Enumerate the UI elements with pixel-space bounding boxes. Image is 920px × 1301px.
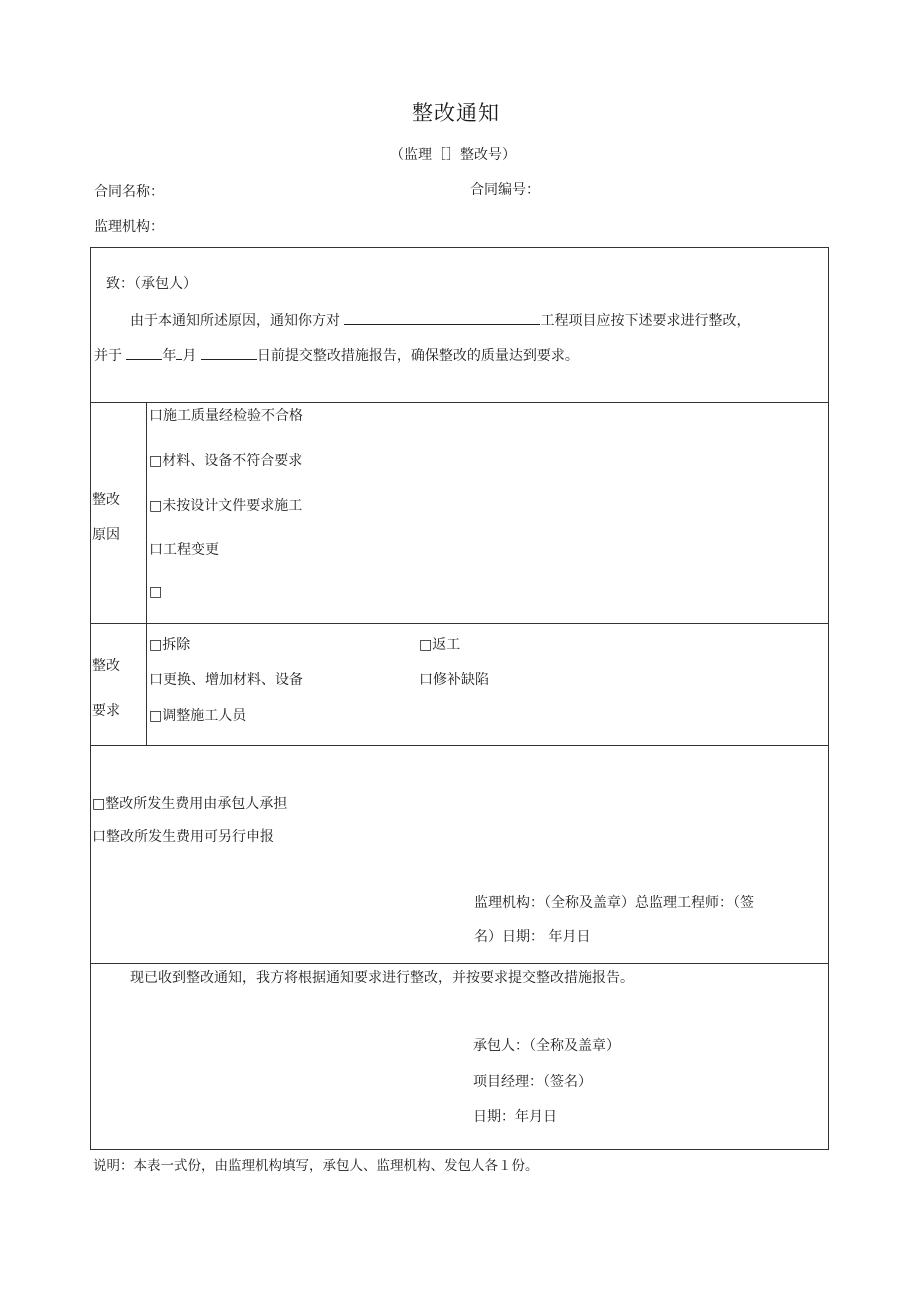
requirement-label: 要求: [92, 703, 120, 719]
row-divider: [90, 745, 829, 746]
reason-option[interactable]: □未按设计文件要求施工: [149, 498, 303, 514]
supervisor-org-label: 监理机构：: [94, 219, 164, 235]
row-divider: [90, 623, 829, 624]
contract-number-label: 合同编号：: [470, 182, 540, 198]
day-blank[interactable]: [201, 345, 257, 360]
table-border-top: [90, 247, 829, 248]
project-manager-signature: 项目经理：（签名）: [473, 1074, 592, 1090]
year-label: 年: [162, 348, 177, 364]
notice-text: 并于: [94, 348, 122, 364]
requirement-option[interactable]: 口更换、增加材料、设备: [149, 672, 303, 688]
reason-option[interactable]: 口工程变更: [149, 542, 219, 558]
receipt-statement: 现已收到整改通知，我方将根据通知要求进行整改，并按要求提交整改措施报告。: [130, 970, 634, 986]
table-border-bottom: [90, 1149, 829, 1150]
footnote: 说明：本表一式份，由监理机构填写，承包人、监理机构、发包人各１份。: [93, 1158, 539, 1174]
contract-name-label: 合同名称：: [94, 184, 164, 200]
document-number: （监理［］整改号）: [390, 147, 516, 163]
receipt-date: 日期：年月日: [473, 1109, 557, 1125]
table-border-left: [90, 247, 91, 1150]
notice-line-2: [94, 345, 579, 365]
notice-text: 日前提交整改措施报告，确保整改的质量达到要求。: [256, 348, 579, 364]
project-name-blank[interactable]: [344, 310, 540, 325]
notice-text: 由于本通知所述原因，通知你方对: [130, 313, 340, 329]
supervisor-date-line: 名）日期： 年月日: [474, 929, 591, 945]
contractor-signature: 承包人：（全称及盖章）: [473, 1038, 620, 1054]
reason-option[interactable]: □材料、设备不符合要求: [149, 453, 303, 469]
cost-option[interactable]: 口整改所发生费用可另行申报: [92, 829, 274, 845]
requirement-label: 整改: [92, 658, 120, 674]
notice-line-1: [130, 310, 750, 330]
supervisor-signature-line: 监理机构：（全称及盖章）总监理工程师：（签: [474, 895, 754, 911]
notice-recipient: 致：（承包人）: [106, 276, 197, 292]
requirement-option[interactable]: □返工: [419, 637, 461, 653]
reason-option[interactable]: 口施工质量经检验不合格: [149, 408, 303, 424]
year-blank[interactable]: [126, 345, 162, 360]
month-label: 月: [182, 348, 197, 364]
notice-text: 工程项目应按下述要求进行整改，: [540, 313, 751, 329]
column-divider: [146, 402, 147, 746]
page-title: 整改通知: [412, 101, 500, 125]
row-divider: [90, 402, 829, 403]
reason-label: 原因: [92, 527, 120, 543]
cost-option[interactable]: □整改所发生费用由承包人承担: [92, 796, 288, 812]
table-border-right: [828, 247, 829, 1150]
requirement-option[interactable]: □拆除: [149, 637, 191, 653]
row-divider: [90, 963, 829, 964]
requirement-option[interactable]: □调整施工人员: [149, 708, 247, 724]
reason-option-other[interactable]: □: [149, 584, 163, 600]
reason-label: 整改: [92, 492, 120, 508]
requirement-option[interactable]: 口修补缺陷: [419, 672, 489, 688]
